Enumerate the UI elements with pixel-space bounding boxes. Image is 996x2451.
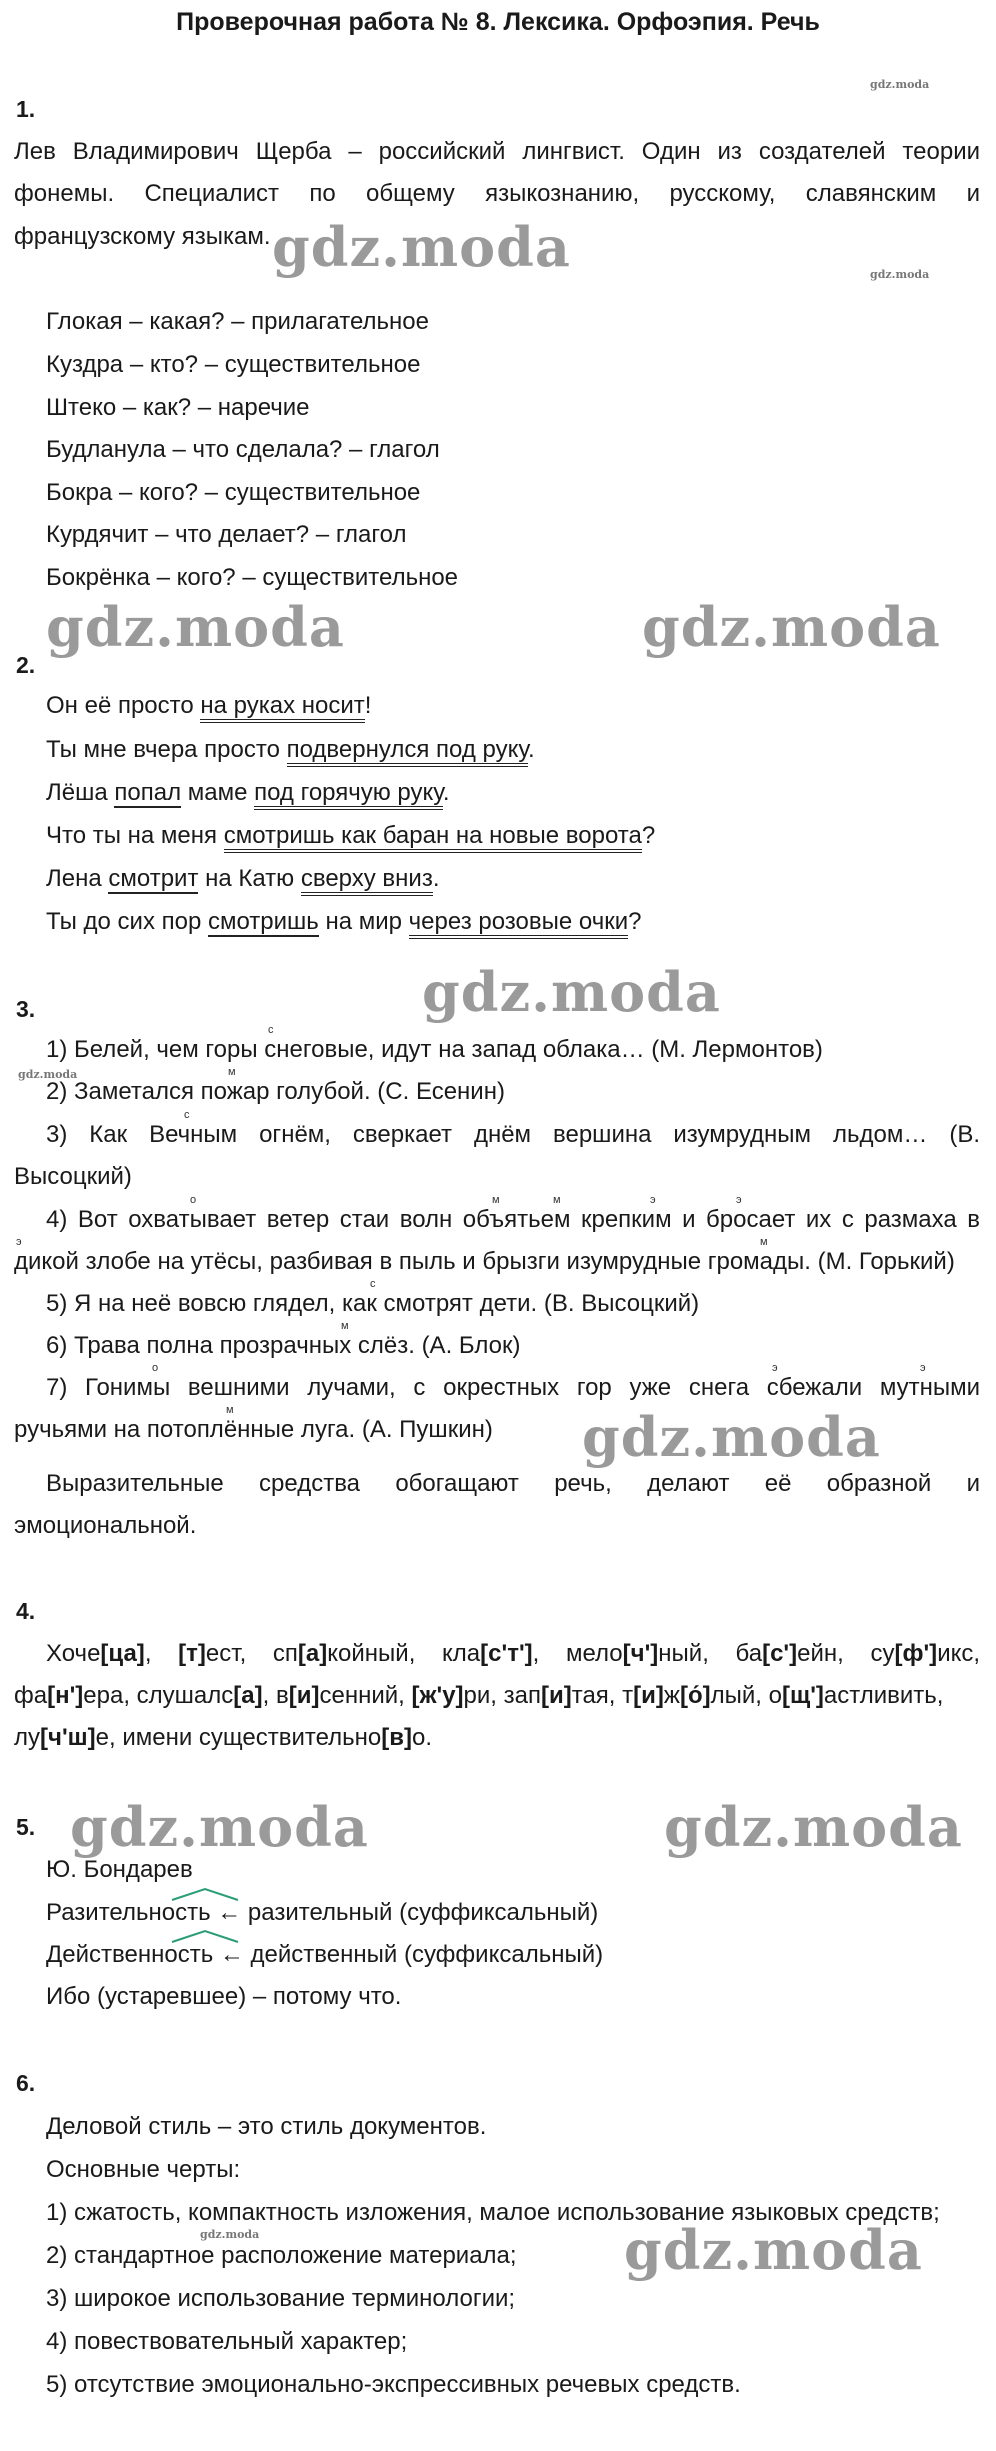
features-heading: Основные черты:: [46, 2156, 241, 2183]
quote-line: 1) Белей, чем горы снеговые, идут на запад облака… (М. Лермонтов): [46, 1036, 823, 1063]
list-item: Будланула – что сделала? – глагол: [46, 436, 440, 463]
question-number: 3.: [16, 996, 36, 1022]
sentence: Лёша попал маме под горячую руку.: [46, 779, 450, 807]
author-line: Ю. Бондарев: [46, 1856, 193, 1883]
mark-e: э: [650, 1194, 656, 1206]
quote-line: 7) Гонимы вешними лучами, с окрестных гор уже снега сбежали мутными: [46, 1374, 980, 1401]
predicate-underline: попал: [114, 779, 182, 806]
quote-line: 2) Заметался пожар голубой. (С. Есенин): [46, 1078, 505, 1105]
idiom-underline: смотришь как баран на новые ворота: [224, 822, 642, 853]
question-number: 4.: [16, 1598, 36, 1624]
mark-s: с: [184, 1109, 190, 1121]
watermark-small: gdz.moda: [200, 2228, 260, 2241]
mark-m: м: [760, 1236, 768, 1248]
quote-line: 5) Я на неё вовсю глядел, как смотрят дети. (В. Высоцкий): [46, 1290, 700, 1317]
idiom-underline: сверху вниз: [301, 865, 433, 896]
page-title: Проверочная работа № 8. Лексика. Орфоэпия. Речь: [176, 8, 820, 36]
q1-paragraph-line: Лев Владимирович Щерба – российский лингвист. Один из создателей теории: [14, 138, 980, 165]
list-item: Штеко – как? – наречие: [46, 394, 310, 421]
quote-line: 4) Вот охватывает ветер стаи волн объятьем крепким и бросает их с размаха в: [46, 1206, 980, 1233]
quote-line: ручьями на потоплённые луга. (А. Пушкин): [14, 1416, 493, 1443]
watermark: gdz.moda: [70, 1795, 369, 1859]
conclusion-line: эмоциональной.: [14, 1512, 197, 1539]
list-item: 2) стандартное расположение материала;: [46, 2242, 517, 2269]
list-item: Бокрёнка – кого? – существительное: [46, 564, 459, 591]
watermark: gdz.moda: [664, 1795, 963, 1859]
list-item: Куздра – кто? – существительное: [46, 351, 421, 378]
mark-m: м: [553, 1194, 561, 1206]
watermark-small: gdz.moda: [870, 268, 930, 281]
mark-e: э: [920, 1362, 926, 1374]
q1-paragraph-line: французскому языкам.: [14, 223, 271, 250]
quote-line: Высоцкий): [14, 1163, 132, 1190]
sentence: Что ты на меня смотришь как баран на новые ворота?: [46, 822, 655, 850]
transcription-line: лу[ч'ш]е, имени существительно[в]о.: [14, 1724, 433, 1751]
word-formation-line: Действенность ← действенный (суффиксальный): [46, 1941, 604, 1968]
quote-line: 6) Трава полна прозрачных слёз. (А. Блок): [46, 1332, 521, 1359]
question-number: 5.: [16, 1814, 36, 1840]
watermark-small: gdz.moda: [870, 78, 930, 91]
watermark: gdz.moda: [582, 1405, 881, 1469]
idiom-underline: подвернулся под руку: [287, 736, 528, 767]
list-item: 1) сжатость, компактность изложения, малое использование языковых средств;: [46, 2199, 940, 2226]
word-formation-line: Разительность ← разительный (суффиксальный): [46, 1899, 599, 1926]
question-number: 1.: [16, 96, 36, 122]
transcription-line: фа[н']ера, слушалс[а], в[и]сенний, [ж'у]ри, зап[и]тая, т[и]ж[о́]лый, о[щ']астливить,: [14, 1682, 944, 1709]
list-item: Глокая – какая? – прилагательное: [46, 308, 429, 335]
quote-line: 3) Как Вечным огнём, сверкает днём вершина изумрудным льдом… (В.: [46, 1121, 980, 1148]
conclusion-line: Выразительные средства обогащают речь, делают её образной и: [46, 1470, 980, 1497]
watermark: gdz.moda: [46, 595, 345, 659]
watermark: gdz.moda: [272, 215, 571, 279]
sentence: Ты мне вчера просто подвернулся под руку.: [46, 736, 535, 764]
watermark: gdz.moda: [422, 960, 721, 1024]
sentence: Лена смотрит на Катю сверху вниз.: [46, 865, 440, 893]
watermark: gdz.moda: [624, 2218, 923, 2282]
mark-m: м: [492, 1194, 500, 1206]
mark-m: м: [226, 1404, 234, 1416]
transcription-line: Хоче[ца], [т]ест, сп[а]койный, кла[с'т'], мело[ч']ный, ба[с']ейн, су[ф']икс,: [46, 1640, 981, 1667]
mark-e: э: [736, 1194, 742, 1206]
quote-line: дикой злобе на утёсы, разбивая в пыль и брызги изумрудные громады. (М. Горький): [14, 1248, 955, 1275]
word-meaning-line: Ибо (устаревшее) – потому что.: [46, 1983, 402, 2010]
question-number: 2.: [16, 652, 36, 678]
mark-o: о: [152, 1362, 159, 1374]
sentence: Он её просто на руках носит!: [46, 692, 371, 720]
predicate-underline: смотришь: [207, 908, 319, 935]
mark-m: м: [341, 1320, 349, 1332]
list-item: 4) повествовательный характер;: [46, 2328, 408, 2355]
idiom-underline: на руках носит: [200, 692, 364, 723]
idiom-underline: под горячую руку: [254, 779, 443, 810]
mark-e: э: [16, 1236, 22, 1248]
mark-m: м: [228, 1066, 236, 1078]
predicate-underline: смотрит: [108, 865, 199, 892]
watermark-small: gdz.moda: [18, 1068, 78, 1081]
mark-s: с: [268, 1024, 274, 1036]
question-number: 6.: [16, 2070, 36, 2096]
sentence: Ты до сих пор смотришь на мир через розовые очки?: [46, 908, 641, 936]
mark-s: с: [370, 1278, 376, 1290]
q1-paragraph-line: фонемы. Специалист по общему языкознанию, русскому, славянским и: [14, 180, 980, 207]
definition-line: Деловой стиль – это стиль документов.: [46, 2113, 487, 2140]
mark-o: о: [190, 1194, 197, 1206]
mark-e: э: [772, 1362, 778, 1374]
idiom-underline: через розовые очки: [409, 908, 628, 939]
list-item: 3) широкое использование терминологии;: [46, 2285, 516, 2312]
list-item: Курдячит – что делает? – глагол: [46, 521, 407, 548]
list-item: Бокра – кого? – существительное: [46, 479, 421, 506]
watermark: gdz.moda: [642, 595, 941, 659]
list-item: 5) отсутствие эмоционально-экспрессивных речевых средств.: [46, 2371, 741, 2398]
